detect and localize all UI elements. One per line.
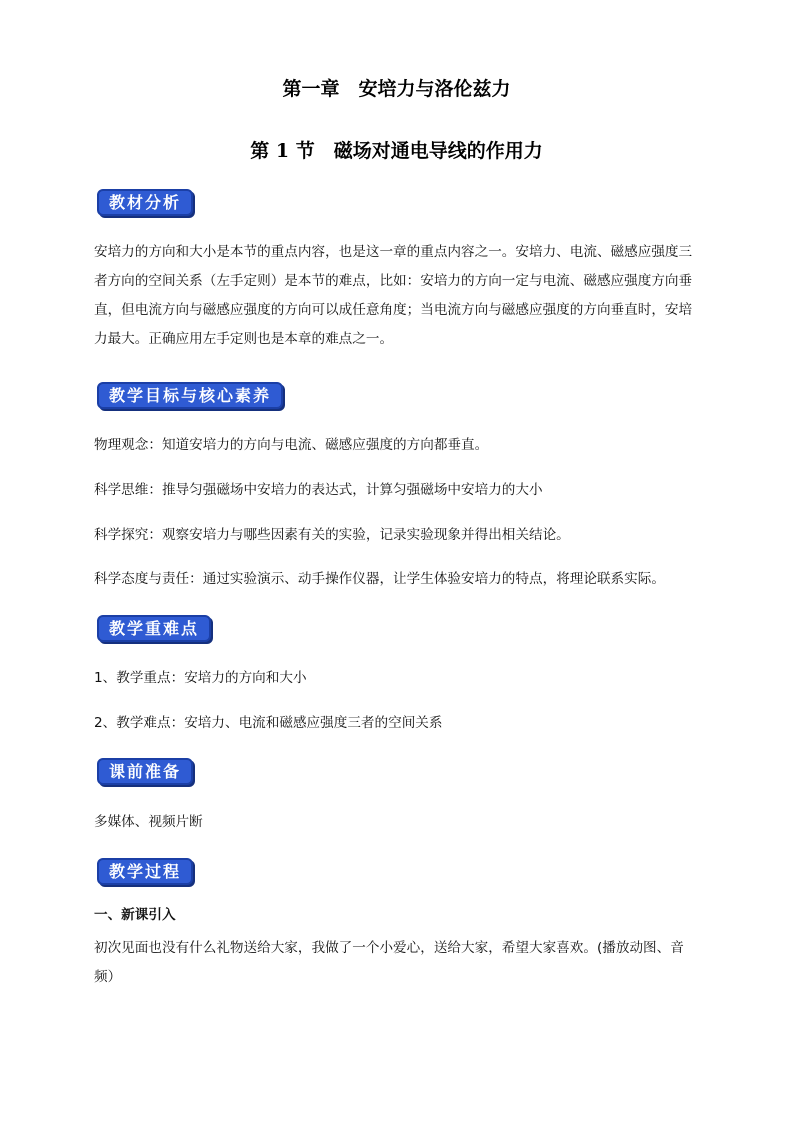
process-subheading: 一、新课引入 [94, 907, 176, 923]
goal-item: 科学探究：观察安培力与哪些因素有关的实验，记录实验现象并得出相关结论。 [94, 527, 570, 543]
goal-item: 科学态度与责任：通过实验演示、动手操作仪器，让学生体验安培力的特点，将理论联系实际。 [94, 571, 665, 587]
key-points-heading-tag: 教学重难点 [97, 615, 211, 642]
process-paragraph: 初次见面也没有什么礼物送给大家，我做了一个小爱心，送给大家，希望大家喜欢。(播放动图、音频） [94, 940, 684, 985]
goals-heading-tag: 教学目标与核心素养 [97, 382, 283, 409]
chapter-title: 第一章 安培力与洛伦兹力 [282, 78, 511, 100]
section-title: 第 1 节 磁场对通电导线的作用力 [250, 140, 543, 162]
preparation-heading-tag: 课前准备 [97, 758, 193, 785]
process-heading-tag: 教学过程 [97, 858, 193, 885]
key-point-item: 2、教学难点：安培力、电流和磁感应强度三者的空间关系 [94, 715, 443, 731]
analysis-heading-tag: 教材分析 [97, 189, 193, 216]
analysis-paragraph: 安培力的方向和大小是本节的重点内容，也是这一章的重点内容之一。安培力、电流、磁感应强度三者方向的空间关系（左手定则）是本节的难点，比如：安培力的方向一定与电流、磁感应强度方向垂直，但电流方向与磁感应强度的方向可以成任意角度；当电流方向与磁感应强度的方向垂直时，安培力最大。正确应用左手定则也是本章的难点之一。 [94, 244, 693, 347]
goal-item: 科学思维：推导匀强磁场中安培力的表达式，计算匀强磁场中安培力的大小 [94, 482, 543, 498]
preparation-text: 多媒体、视频片断 [94, 814, 203, 830]
goal-item: 物理观念：知道安培力的方向与电流、磁感应强度的方向都垂直。 [94, 437, 489, 453]
key-point-item: 1、教学重点：安培力的方向和大小 [94, 670, 307, 686]
